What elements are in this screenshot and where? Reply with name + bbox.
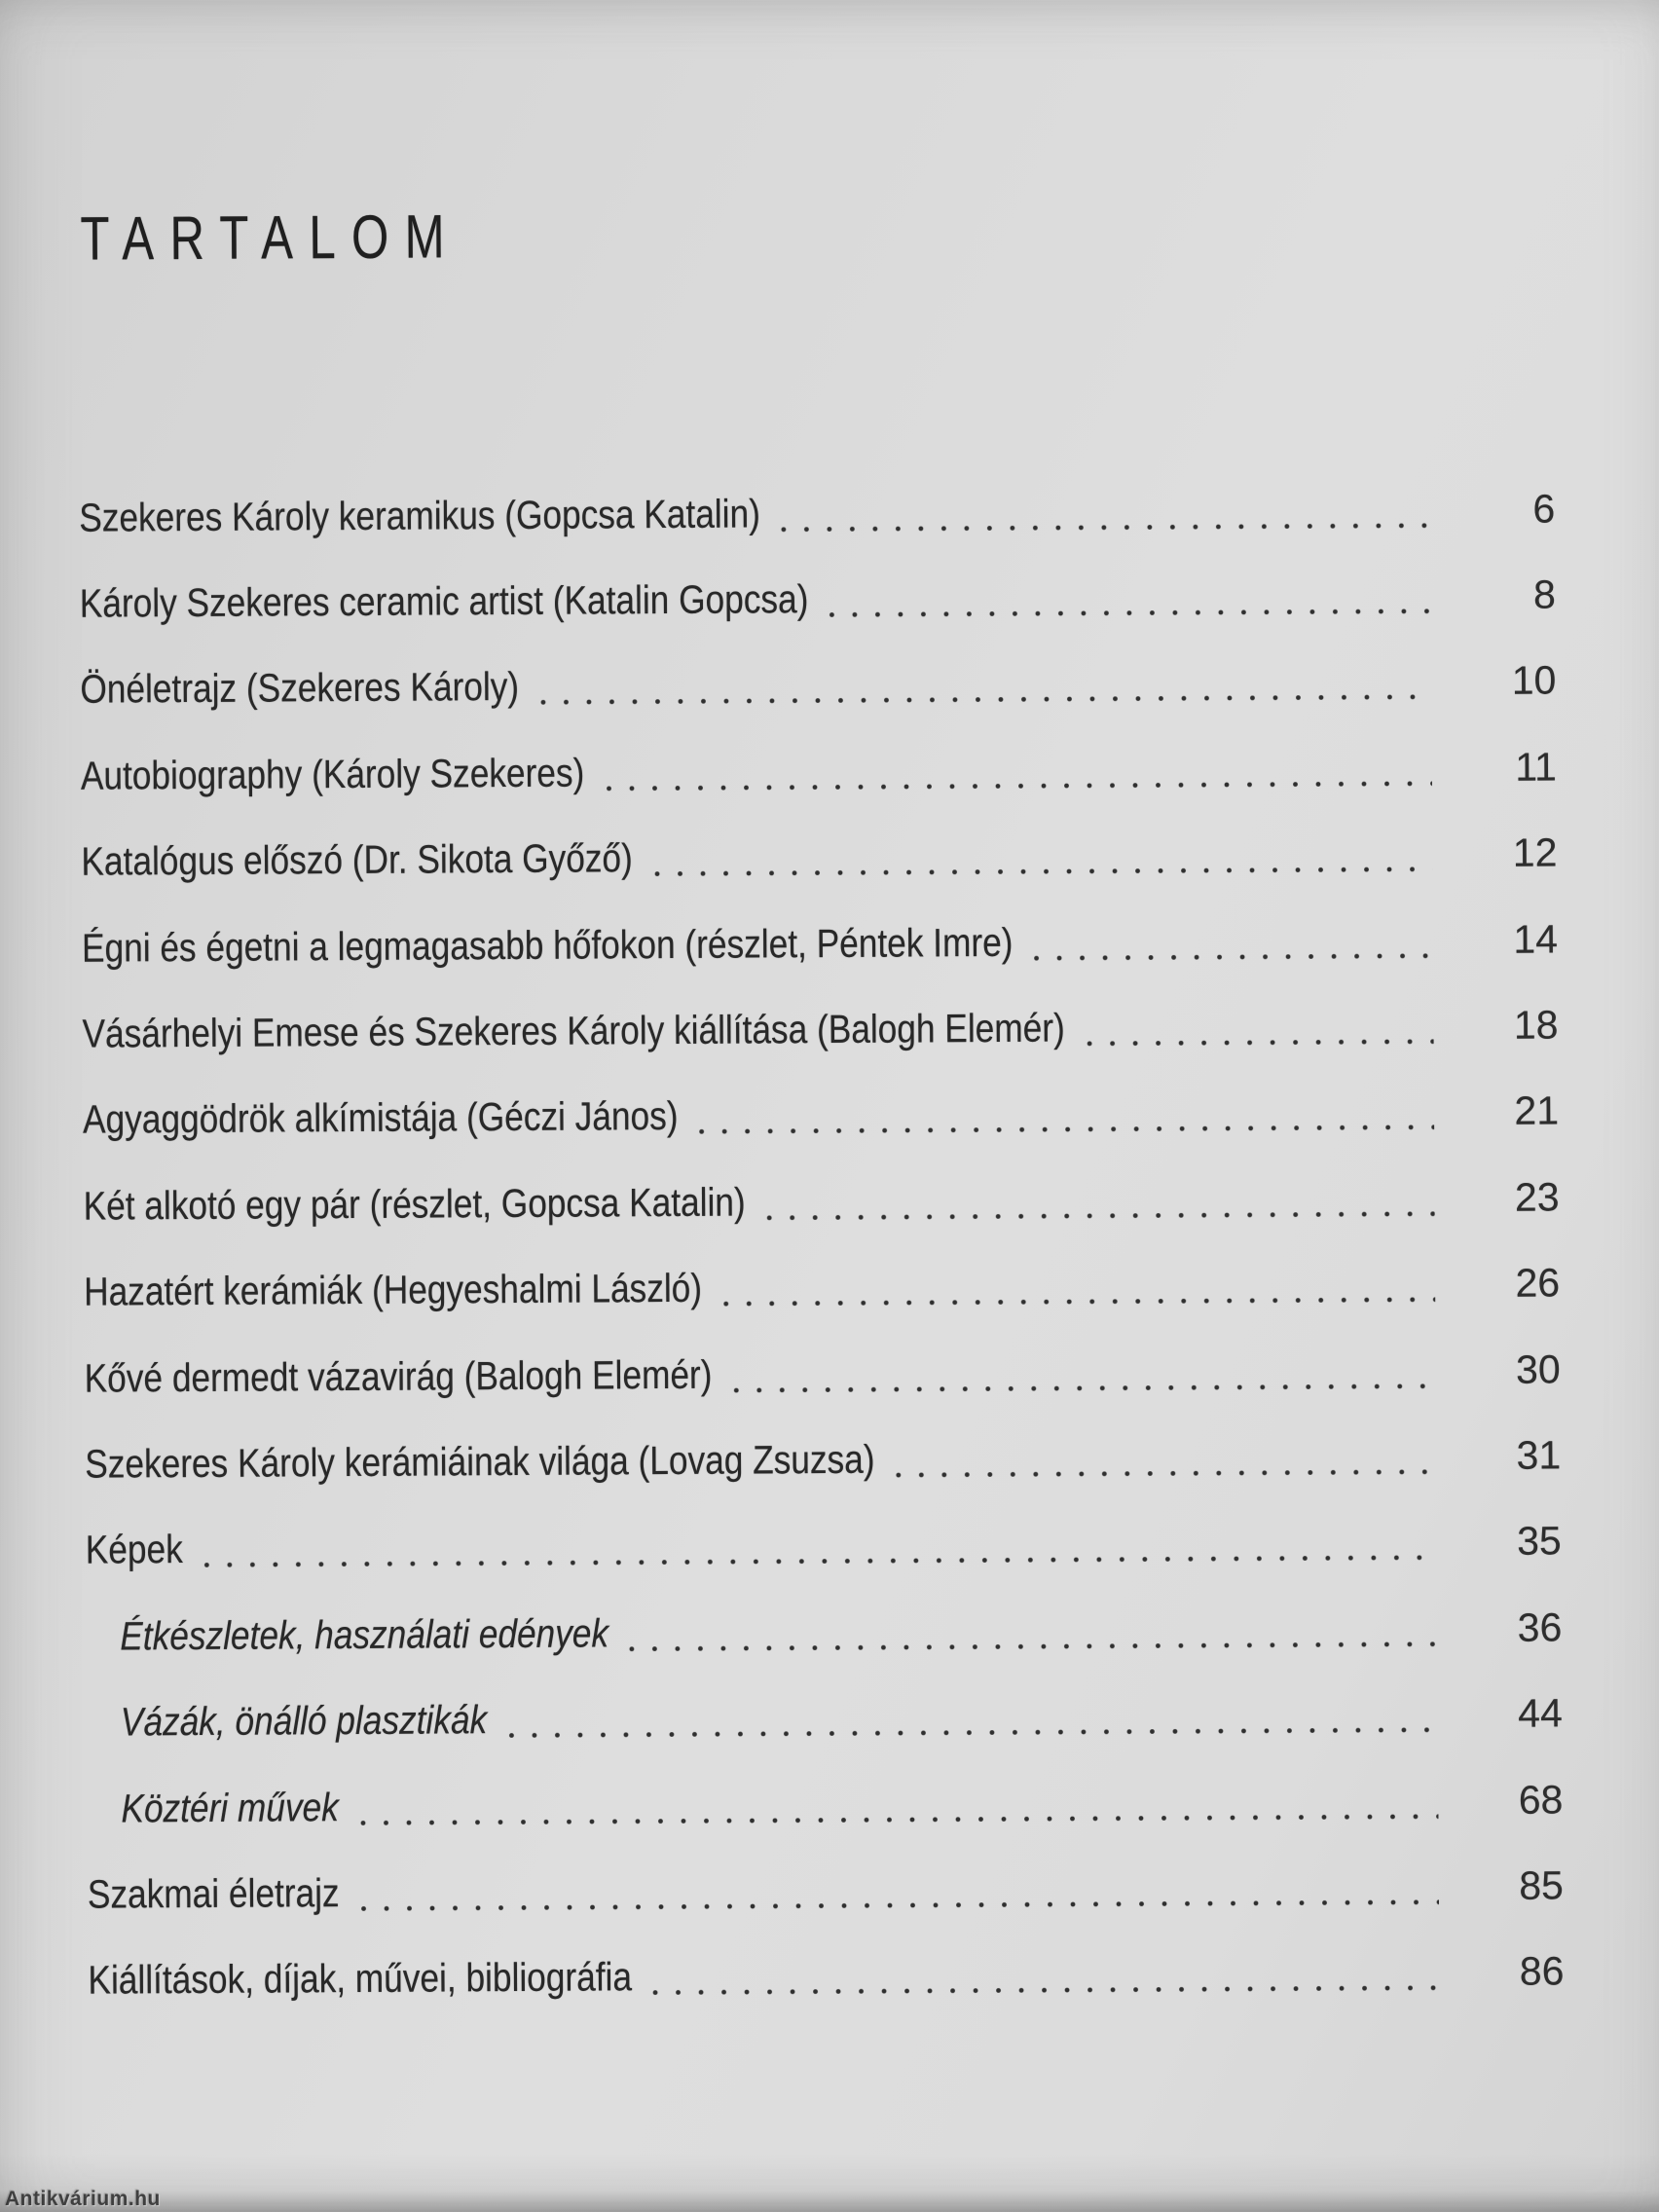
toc-entry [81, 724, 1558, 820]
toc-page-number: 11 [1515, 744, 1558, 790]
toc-entry-title: Kiállítások, díjak, művei, bibliográfia [88, 1954, 633, 2003]
toc-entry [88, 1843, 1565, 1938]
toc-entry [87, 1671, 1564, 1766]
toc-page-number: 85 [1519, 1862, 1565, 1908]
toc-entry-title: Égni és égetni a legmagasabb hőfokon (részlet, Péntek Imre) [81, 919, 1014, 971]
toc-entry-title: Szakmai életrajz [87, 1870, 340, 1917]
toc-page-number: 10 [1511, 657, 1557, 704]
toc-entry [80, 638, 1557, 733]
toc-entry-title: Hazatért kerámiák (Hegyeshalmi László) [84, 1266, 703, 1314]
toc-entry-title: Vásárhelyi Emese és Szekeres Károly kiállítása (Balogh Elemér) [82, 1005, 1065, 1056]
toc-page-number: 6 [1532, 486, 1556, 532]
dot-leader [1028, 897, 1433, 985]
toc-entry-title: Köztéri művek [121, 1784, 339, 1831]
toc-entry [83, 1155, 1560, 1250]
toc-list [79, 465, 1565, 2023]
toc-page-number: 68 [1518, 1776, 1564, 1823]
toc-page-number: 36 [1517, 1604, 1563, 1650]
toc-page-number: 14 [1513, 916, 1559, 962]
toc-page-number: 86 [1519, 1948, 1565, 1995]
toc-entry [84, 1240, 1561, 1336]
dot-leader [535, 639, 1432, 730]
toc-page-number: 23 [1514, 1174, 1560, 1220]
toc-entry-title: Képek [85, 1527, 183, 1573]
dot-leader [824, 553, 1431, 643]
dot-leader [727, 1327, 1436, 1418]
toc-entry-title: Önéletrajz (Szekeres Károly) [80, 664, 520, 713]
dot-leader [1081, 983, 1434, 1072]
toc-entry [81, 810, 1558, 905]
toc-page-number: 8 [1532, 571, 1556, 617]
dot-leader [646, 1930, 1439, 2020]
toc-entry-title: Agyaggödrök alkímistája (Géczi János) [82, 1093, 679, 1143]
dot-leader [600, 724, 1432, 816]
toc-page-number: 44 [1518, 1690, 1563, 1736]
toc-entry [87, 1756, 1564, 1852]
page-title: TARTALOM [80, 203, 461, 274]
toc-entry [86, 1498, 1563, 1594]
toc-entry [83, 1068, 1560, 1163]
toc-entry-title: Szekeres Károly kerámiáinak világa (Lovag Zsuzsa) [85, 1436, 875, 1487]
toc-entry [80, 552, 1557, 647]
toc-entry [82, 982, 1559, 1078]
toc-entry [86, 1584, 1563, 1679]
toc-page-number: 26 [1515, 1260, 1561, 1306]
dot-leader [354, 1757, 1439, 1850]
toc-entry-title: Kővé dermedt vázavirág (Balogh Elemér) [84, 1351, 713, 1401]
dot-leader [718, 1241, 1436, 1332]
dot-leader [623, 1585, 1437, 1676]
dot-leader [355, 1843, 1440, 1936]
toc-page-number: 18 [1513, 1002, 1559, 1048]
dot-leader [890, 1413, 1437, 1502]
toc-entry-title: Két alkotó egy pár (részlet, Gopcsa Katalin) [83, 1179, 746, 1229]
toc-entry-title: Károly Szekeres ceramic artist (Katalin Gopcsa) [79, 576, 809, 626]
toc-entry-title: Szekeres Károly keramikus (Gopcsa Katalin) [79, 491, 761, 540]
toc-entry-title: Katalógus előszó (Dr. Sikota Győző) [81, 835, 633, 884]
dot-leader [648, 811, 1433, 902]
toc-page-number: 21 [1514, 1088, 1560, 1134]
toc-entry [82, 896, 1559, 991]
watermark: Antikvárium.hu [5, 2188, 161, 2210]
toc-page-number: 35 [1516, 1518, 1562, 1565]
dot-leader [198, 1499, 1437, 1593]
toc-page-number: 12 [1512, 830, 1558, 875]
toc-page-number: 30 [1515, 1346, 1561, 1392]
toc-page-number: 31 [1516, 1432, 1562, 1478]
toc-entry-title: Autobiography (Károly Szekeres) [80, 750, 585, 798]
dot-leader [761, 1155, 1435, 1245]
toc-entry [79, 465, 1556, 561]
dot-leader [693, 1069, 1434, 1160]
toc-entry-title: Étkészletek, használati edények [120, 1610, 609, 1659]
toc-entry [84, 1326, 1561, 1421]
dot-leader [502, 1672, 1438, 1763]
toc-entry [88, 1929, 1565, 2024]
toc-entry [85, 1413, 1562, 1508]
toc-entry-title: Vázák, önálló plasztikák [120, 1697, 488, 1745]
dot-leader [775, 466, 1430, 556]
